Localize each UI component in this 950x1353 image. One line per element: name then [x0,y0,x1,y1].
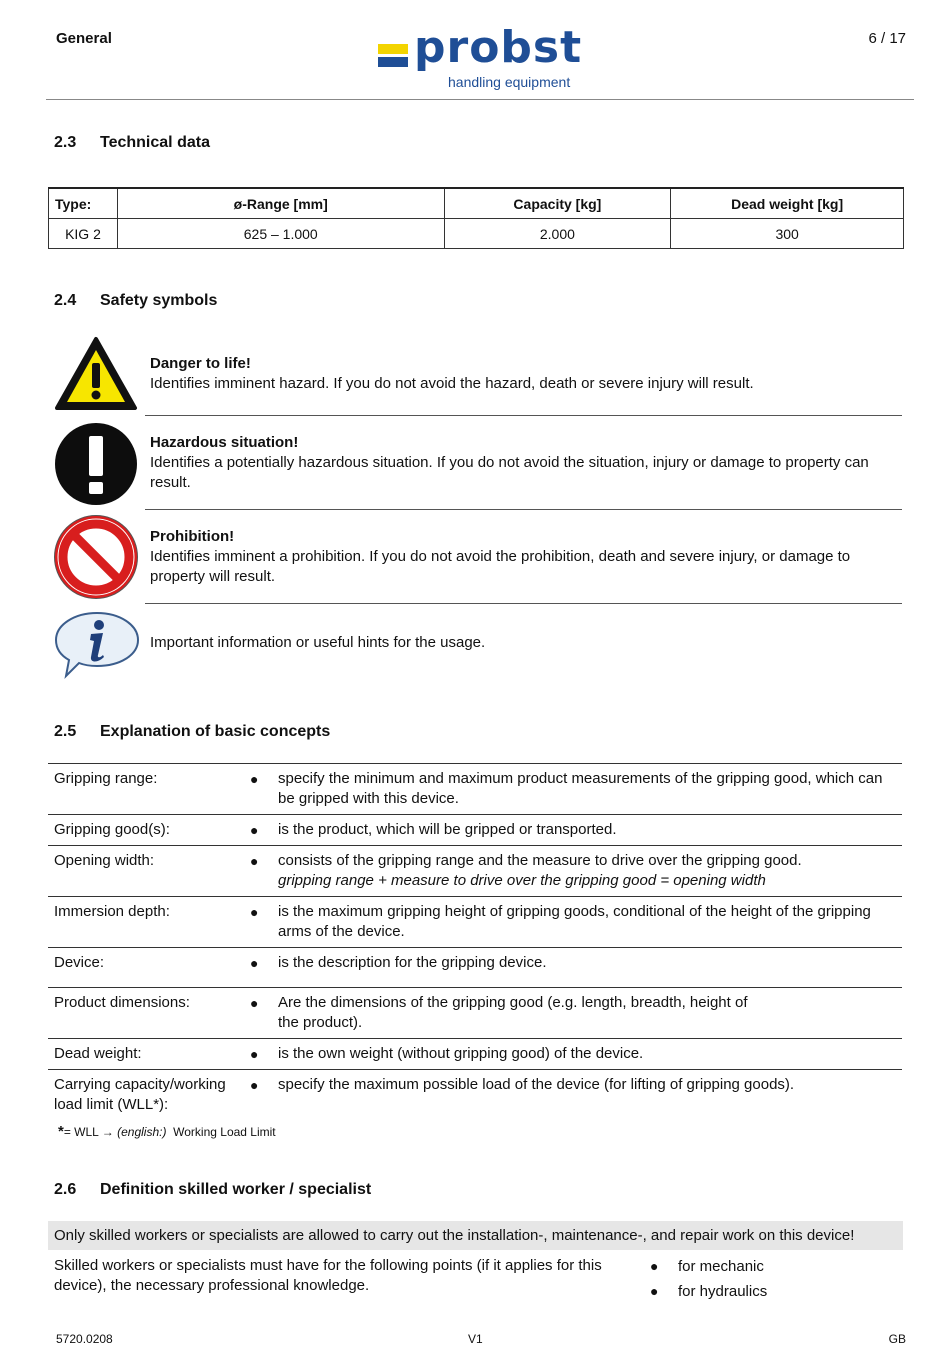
safety-symbol-danger [54,336,902,414]
skilled-list [650,1256,767,1306]
concept-term: Gripping range: [54,770,158,787]
table-row [48,814,902,845]
list-item-label: for hydraulics [678,1283,768,1300]
section-number: 2.3 [54,134,77,151]
table-row [48,1038,902,1069]
header-dead-weight: Dead weight [kg] [671,188,904,219]
cell-type: KIG 2 [49,219,118,249]
concept-term: Dead weight: [54,1045,142,1062]
symbol-divider [145,415,902,416]
symbol-divider [145,509,902,510]
concept-description: is the description for the gripping device. [278,954,547,971]
footnote-eq: = WLL [63,1125,99,1139]
prohibition-icon [54,515,138,599]
symbol-description: Important information or useful hints for the usage. [150,634,486,651]
probst-logo [378,22,592,94]
bullet-icon: ● [250,904,259,920]
header-range: ø-Range [mm] [117,188,444,219]
bullet-icon: ● [650,1258,659,1274]
page-number: 6 / 17 [868,30,906,47]
wll-footnote [58,1123,276,1140]
skilled-banner: Only skilled workers or specialists are allowed to carry out the installation-, maintenance-, and repair work on this device! [48,1221,903,1250]
list-item [650,1281,767,1306]
header-divider [46,99,914,100]
concept-description: specify the maximum possible load of the device (for lifting of gripping goods). [278,1076,795,1093]
header-type: Type: [49,188,118,219]
concept-term: Device: [54,954,105,971]
section-title: Safety symbols [100,292,218,309]
technical-data-table [48,187,904,249]
bullet-icon: ● [250,995,259,1011]
bullet-icon: ● [650,1283,659,1299]
concept-description: consists of the gripping range and the measure to drive over the gripping good. [278,852,802,869]
cell-capacity: 2.000 [444,219,671,249]
table-row [48,845,902,896]
bullet-icon: ● [250,1077,259,1093]
cell-dead-weight: 300 [671,219,904,249]
header-section-label: General [56,30,112,47]
footnote-star: * [58,1123,64,1140]
cell-range: 625 – 1.000 [117,219,444,249]
bullet-icon: ● [250,955,259,971]
table-row [48,947,902,987]
logo-blue-bar [378,57,408,67]
footer-doc-number: 5720.0208 [56,1332,113,1346]
symbol-divider [145,603,902,604]
list-item-label: for mechanic [678,1258,764,1275]
list-item [650,1256,767,1281]
symbol-title: Prohibition! [150,528,235,545]
concept-term: Product dimensions: [54,994,190,1011]
section-heading-2-6 [54,1181,371,1199]
bullet-icon: ● [250,1046,259,1062]
symbol-description: Identifies imminent a prohibition. If you do not avoid the prohibition, death and severe injury, or damage to property will result. [150,548,851,585]
footnote-text: Working Load Limit [173,1125,276,1139]
table-row [48,987,902,1038]
table-row [48,763,902,814]
section-heading-2-5 [54,723,330,741]
symbol-description: Identifies imminent hazard. If you do not avoid the hazard, death or severe injury will result. [150,375,754,392]
concept-description-block [278,851,898,891]
symbol-description: Identifies a potentially hazardous situation. If you do not avoid the situation, injury or damage to property can result. [150,454,869,491]
logo-wordmark: probst [414,22,583,73]
safety-symbol-info [54,610,902,680]
concept-formula: gripping range + measure to drive over the gripping good = opening width [278,872,766,889]
table-header-row [49,188,904,219]
section-title: Explanation of basic concepts [100,723,331,740]
arrow-right-icon: → [101,1125,114,1139]
safety-symbol-hazardous [54,420,902,508]
logo-subtitle: handling equipment [448,74,571,90]
symbol-title: Danger to life! [150,355,251,372]
concept-term: Gripping good(s): [54,821,170,838]
symbol-title: Hazardous situation! [150,434,299,451]
section-number: 2.4 [54,292,77,309]
concept-description: is the own weight (without gripping good) of the device. [278,1045,644,1062]
section-heading-2-3 [54,134,210,152]
bullet-icon: ● [250,853,259,869]
footer-language: GB [888,1332,906,1346]
bullet-icon: ● [250,771,259,787]
concept-description: is the product, which will be gripped or transported. [278,821,617,838]
concept-term: Opening width: [54,852,155,869]
table-row [48,896,902,947]
footer-version: V1 [468,1332,483,1346]
section-title: Technical data [100,134,210,151]
skilled-text: Skilled workers or specialists must have for the following points (if it applies for this device), the necessary professional knowledge. [54,1257,602,1294]
table-row [49,219,904,249]
concept-description: specify the minimum and maximum product measurements of the gripping good, which can be gripped with this device. [278,770,883,807]
bullet-icon: ● [250,822,259,838]
warning-triangle-icon [54,336,138,412]
footnote-lang: (english:) [117,1125,167,1139]
concept-term: Immersion depth: [54,903,170,920]
table-row [48,1069,902,1120]
info-bubble-icon [54,610,140,680]
section-number: 2.6 [54,1181,77,1198]
header-capacity: Capacity [kg] [444,188,671,219]
section-heading-2-4 [54,292,217,310]
safety-symbol-prohibition [54,514,902,602]
concept-description: Are the dimensions of the gripping good (e.g. length, breadth, height of the product). [278,994,748,1031]
concepts-table [48,763,902,1120]
section-number: 2.5 [54,723,77,740]
logo-yellow-bar [378,44,408,54]
concept-term: Carrying capacity/working load limit (WLL*): [54,1076,226,1113]
section-title: Definition skilled worker / specialist [100,1181,372,1198]
exclamation-circle-icon [54,422,138,506]
concept-description: is the maximum gripping height of gripping goods, conditional of the height of the gripping arms of the device. [278,903,871,940]
